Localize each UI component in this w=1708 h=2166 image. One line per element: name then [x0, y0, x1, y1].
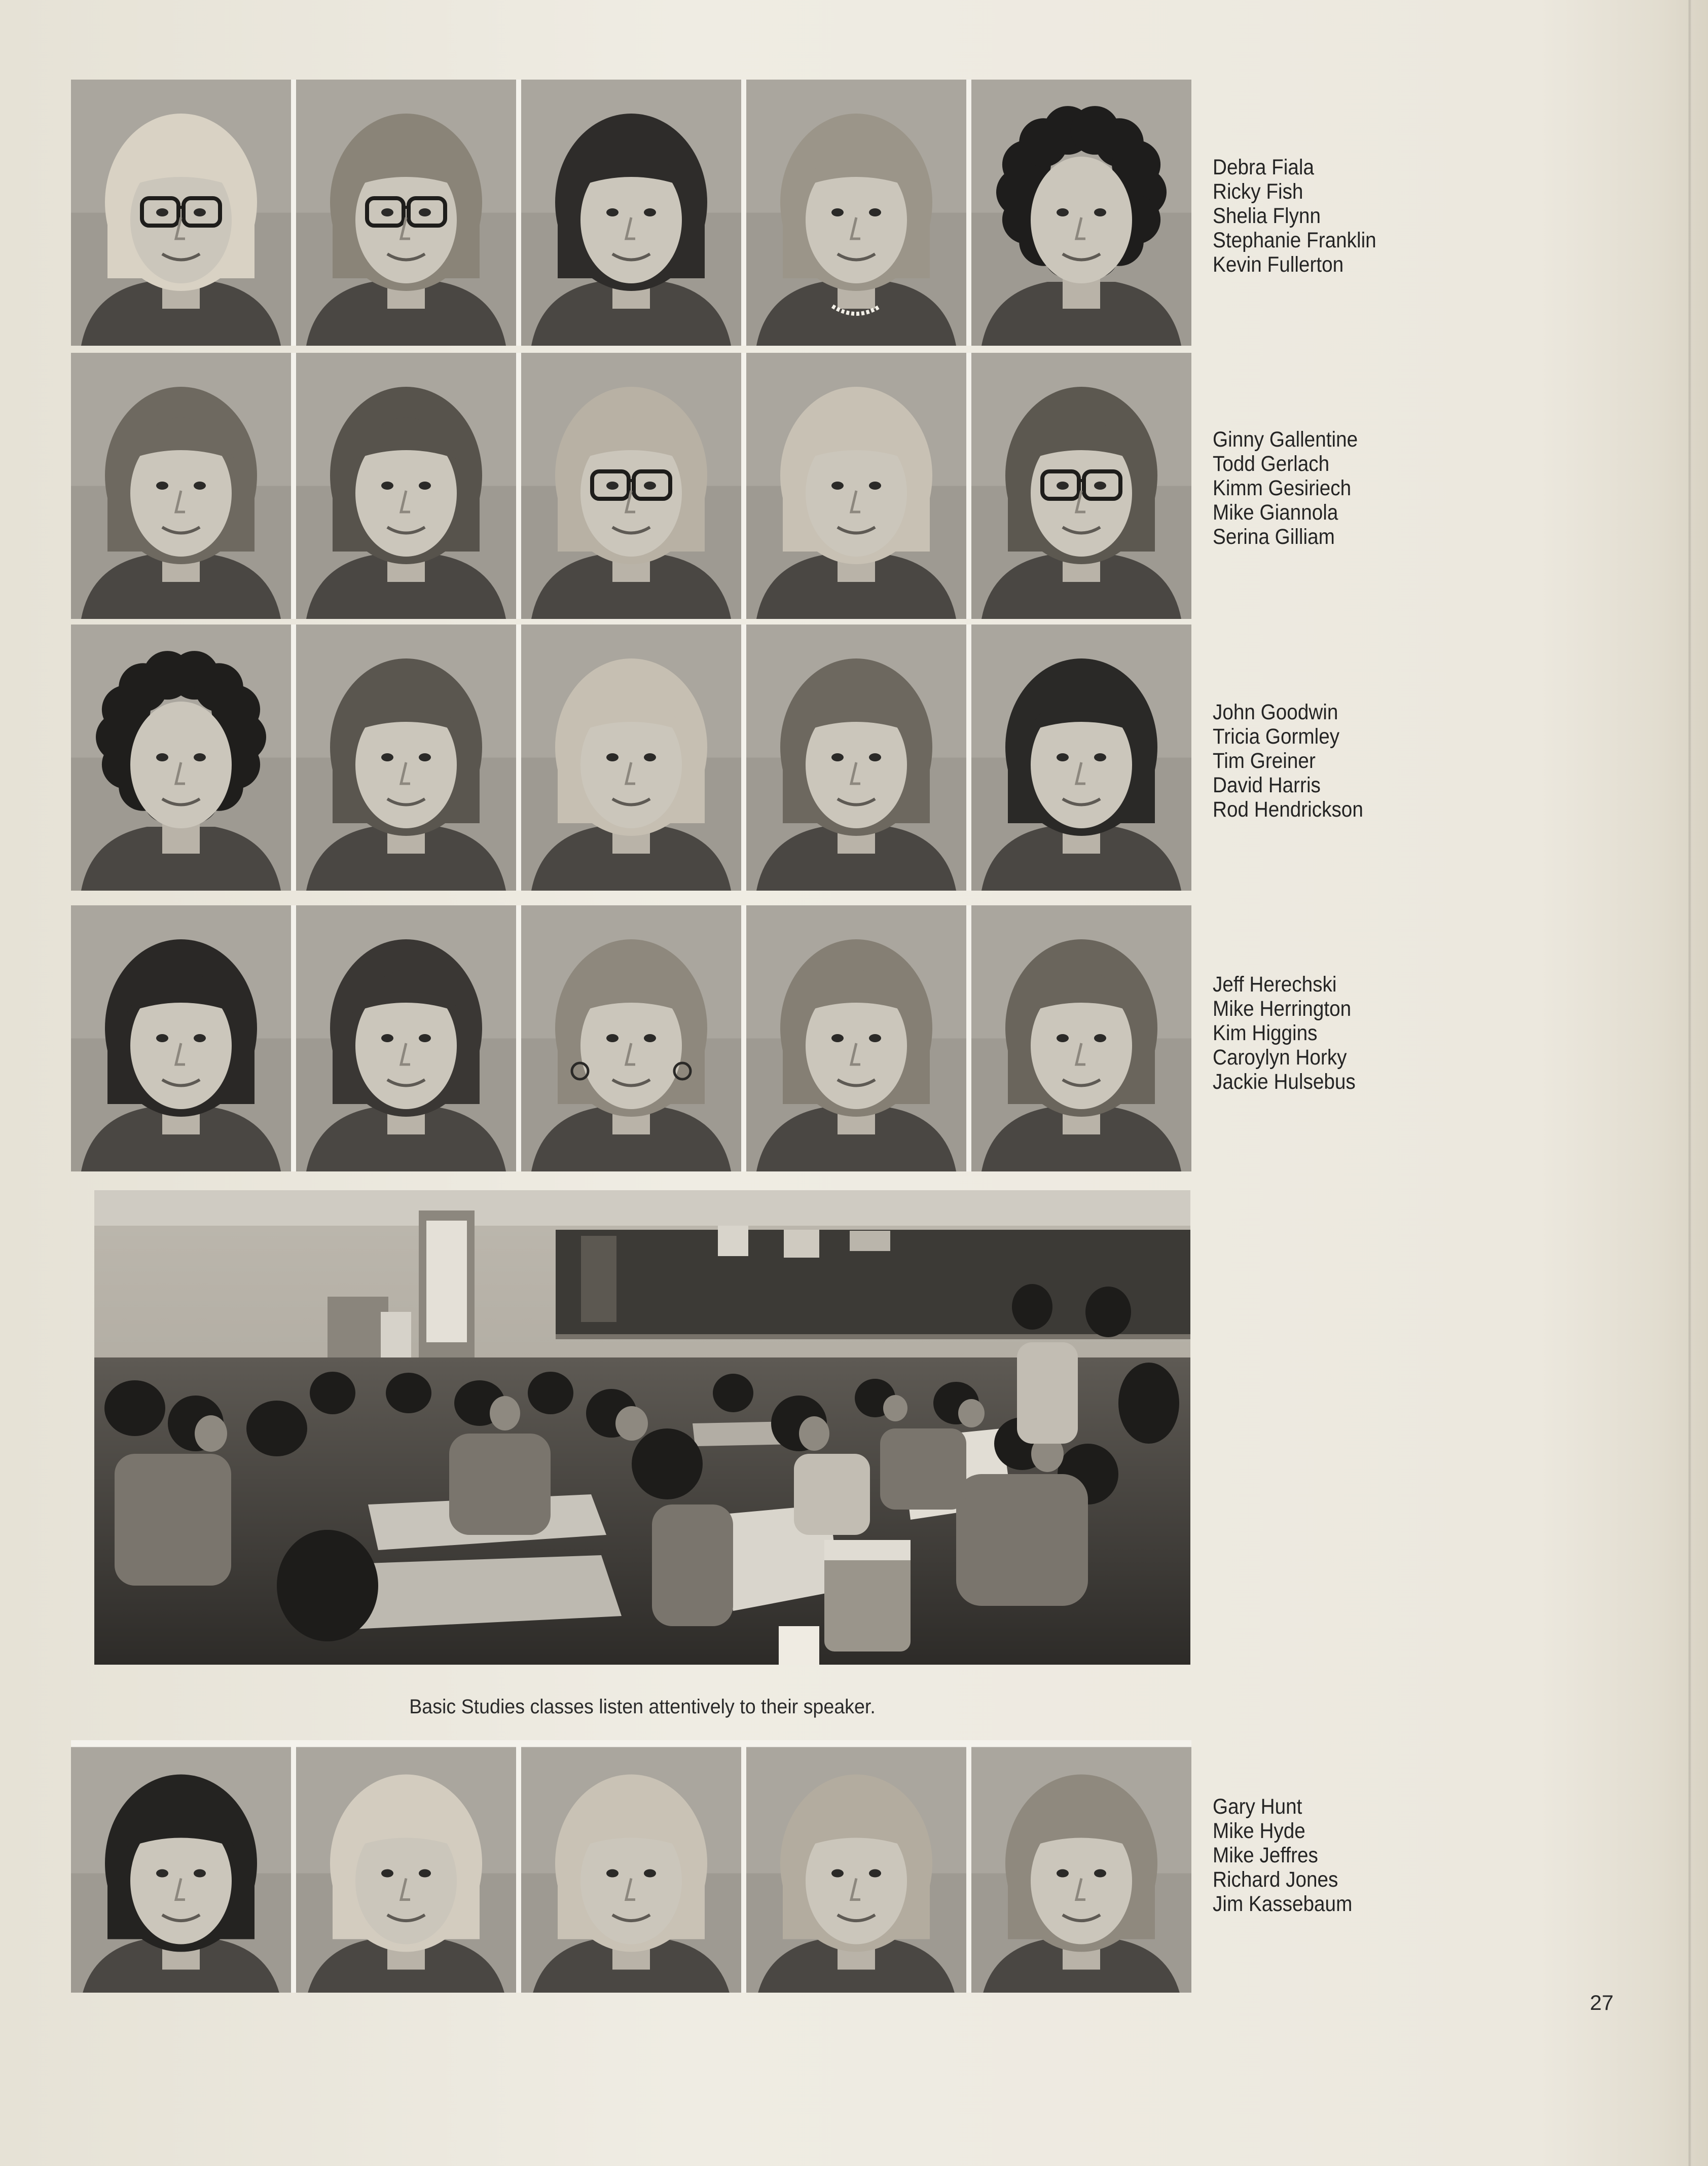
student-name: Ginny Gallentine	[1213, 427, 1358, 452]
student-portrait	[971, 625, 1191, 891]
portrait-image	[971, 625, 1191, 891]
student-name: Mike Hyde	[1213, 1819, 1305, 1843]
student-name: Kevin Fullerton	[1213, 252, 1344, 277]
student-name: Tim Greiner	[1213, 749, 1316, 773]
portrait-image	[746, 905, 966, 1171]
student-portrait	[746, 80, 966, 346]
student-portrait	[71, 625, 291, 891]
portrait-image	[971, 905, 1191, 1171]
portrait-image	[746, 625, 966, 891]
student-portrait	[521, 1740, 741, 1993]
portrait-image	[746, 353, 966, 619]
student-name: Jackie Hulsebus	[1213, 1070, 1356, 1094]
student-portrait	[746, 353, 966, 619]
student-portrait	[746, 625, 966, 891]
portrait-row-4	[71, 905, 1191, 1171]
student-portrait	[521, 80, 741, 346]
student-portrait	[71, 353, 291, 619]
portrait-image	[296, 353, 516, 619]
portrait-image	[71, 80, 291, 346]
name-list-row-5	[1213, 1794, 1352, 1916]
portrait-image	[296, 80, 516, 346]
student-portrait	[296, 625, 516, 891]
student-name: Shelia Flynn	[1213, 204, 1321, 228]
student-name: Gary Hunt	[1213, 1794, 1302, 1819]
portrait-image	[521, 1740, 741, 1993]
student-name: Kim Higgins	[1213, 1021, 1318, 1045]
student-name: Mike Herrington	[1213, 997, 1352, 1021]
student-name: Caroylyn Horky	[1213, 1045, 1347, 1070]
page-number: 27	[1590, 1991, 1614, 2014]
portrait-image	[296, 905, 516, 1171]
portrait-row-2	[71, 353, 1191, 619]
portrait-image	[71, 905, 291, 1171]
student-portrait	[971, 1740, 1191, 1993]
student-portrait	[71, 80, 291, 346]
student-name: Tricia Gormley	[1213, 724, 1340, 749]
student-portrait	[296, 905, 516, 1171]
portrait-image	[521, 353, 741, 619]
student-name: Mike Jeffres	[1213, 1843, 1318, 1867]
student-portrait	[971, 905, 1191, 1171]
portrait-image	[746, 1740, 966, 1993]
portrait-image	[971, 1740, 1191, 1993]
portrait-image	[971, 353, 1191, 619]
student-name: Kimm Gesiriech	[1213, 476, 1352, 500]
student-portrait	[296, 353, 516, 619]
student-name: Mike Giannola	[1213, 500, 1338, 525]
student-name: Rod Hendrickson	[1213, 797, 1363, 822]
student-name: Jim Kassebaum	[1213, 1892, 1353, 1916]
page-fold-shadow	[1688, 0, 1691, 2166]
student-name: John Goodwin	[1213, 700, 1338, 724]
portrait-image	[71, 1740, 291, 1993]
portrait-image	[521, 625, 741, 891]
portrait-image	[296, 625, 516, 891]
student-name: Stephanie Franklin	[1213, 228, 1376, 252]
student-portrait	[296, 80, 516, 346]
name-list-row-1	[1213, 155, 1376, 277]
student-name: Jeff Herechski	[1213, 972, 1337, 997]
name-list-row-2	[1213, 427, 1358, 549]
student-portrait	[971, 353, 1191, 619]
name-list-row-4	[1213, 972, 1356, 1094]
student-name: Richard Jones	[1213, 1867, 1338, 1892]
portrait-row-5	[71, 1740, 1191, 1993]
student-portrait	[746, 905, 966, 1171]
student-portrait	[746, 1740, 966, 1993]
student-portrait	[521, 625, 741, 891]
student-portrait	[71, 905, 291, 1171]
student-name: Todd Gerlach	[1213, 452, 1330, 476]
portrait-image	[296, 1740, 516, 1993]
portrait-row-3	[71, 625, 1191, 891]
student-name: David Harris	[1213, 773, 1321, 797]
portrait-image	[746, 80, 966, 346]
student-portrait	[521, 353, 741, 619]
student-portrait	[71, 1740, 291, 1993]
student-name: Serina Gilliam	[1213, 525, 1335, 549]
portrait-image	[521, 905, 741, 1171]
student-name: Ricky Fish	[1213, 179, 1303, 204]
portrait-row-1	[71, 80, 1191, 346]
student-name: Debra Fiala	[1213, 155, 1315, 179]
portrait-image	[521, 80, 741, 346]
portrait-image	[71, 353, 291, 619]
student-portrait	[521, 905, 741, 1171]
portrait-image	[71, 625, 291, 891]
classroom-scene	[94, 1190, 1190, 1665]
classroom-group-photo	[94, 1190, 1190, 1665]
photo-caption: Basic Studies classes listen attentively to their speaker.	[409, 1696, 876, 1718]
student-portrait	[971, 80, 1191, 346]
portrait-image	[971, 80, 1191, 346]
name-list-row-3	[1213, 700, 1363, 822]
student-portrait	[296, 1740, 516, 1993]
